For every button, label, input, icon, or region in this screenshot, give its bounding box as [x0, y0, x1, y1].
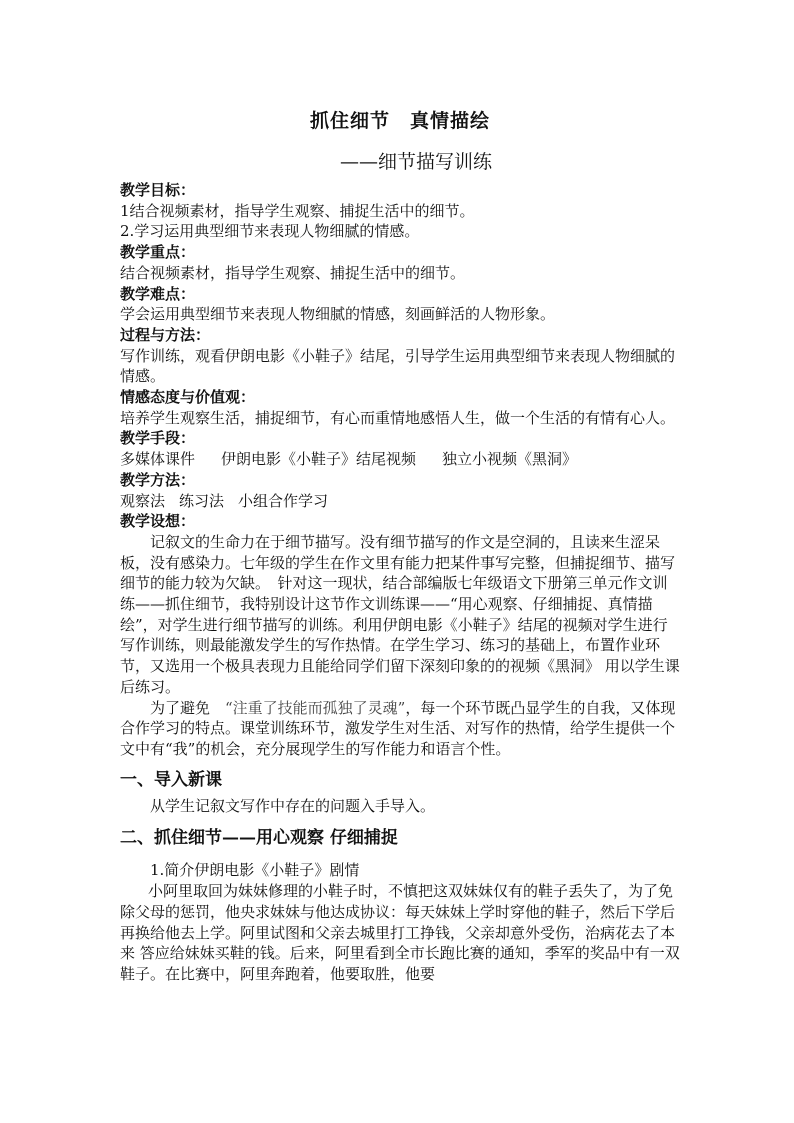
concept-heading: 教学设想： — [120, 512, 196, 531]
section-1-heading: 一、导入新课 — [120, 769, 222, 790]
methods-heading: 教学方法： — [120, 470, 196, 489]
means-item: 独立小视频《黑洞》 — [442, 450, 578, 469]
document-subtitle: ——细节描写训练 — [340, 151, 493, 173]
key-point-heading: 教学重点： — [120, 243, 196, 262]
emotion-text: 培养学生观察生活，捕捉细节，有心而重情地感悟人生，做一个生活的有情有心人。 — [120, 408, 676, 427]
means-heading: 教学手段： — [120, 429, 196, 448]
section-2-story: 小阿里取回为妹妹修理的小鞋子时，不慎把这双妹妹仅有的鞋子丢失了，为了免除父母的惩罚，他央求妹妹与他达成协议：每天妹妹上学时穿他的鞋子，然后下学后再换给他去上学。阿里试图和父亲去城里打工挣钱，父亲却意外受伤，治病花去了本来 答应给妹妹买鞋的钱。后来，阿里看到全市长跑比赛的通知，季军的奖品中有一双鞋子。在比赛中，阿里奔跑着，他要取胜，他要 — [120, 882, 680, 983]
goal-item: 2.学习运用典型细节来表现人物细腻的情感。 — [120, 222, 420, 241]
section-2-heading: 二、抓住细节——用心观察 仔细捕捉 — [120, 828, 398, 849]
document-title: 抓住细节 真情描绘 — [309, 110, 490, 132]
concept-p2-quote: “注重了技能而孤独了灵魂” — [225, 698, 406, 717]
method-item: 小组合作学习 — [238, 491, 329, 510]
means-item: 伊朗电影《小鞋子》结尾视频 — [221, 450, 417, 469]
document-body — [120, 180, 680, 985]
difficulty-text: 学会运用典型细节来表现人物细腻的情感，刻画鲜活的人物形象。 — [120, 305, 556, 324]
section-2-item-1: 1.简介伊朗电影《小鞋子》剧情 — [150, 861, 360, 880]
process-text: 写作训练，观看伊朗电影《小鞋子》结尾，引导学生运用典型细节来表现人物细腻的情感。 — [120, 346, 676, 386]
goal-item: 1结合视频素材，指导学生观察、捕捉生活中的细节。 — [120, 201, 475, 220]
key-point-text: 结合视频素材，指导学生观察、捕捉生活中的细节。 — [120, 263, 466, 282]
concept-paragraph-2 — [120, 698, 680, 760]
process-heading: 过程与方法： — [120, 325, 211, 344]
method-item: 练习法 — [179, 491, 225, 510]
methods-list — [120, 491, 680, 512]
means-item: 多媒体课件 — [120, 450, 196, 469]
difficulty-heading: 教学难点： — [120, 284, 196, 303]
concept-paragraph-1: 记叙文的生命力在于细节描写。没有细节描写的作文是空洞的，且读来生涩呆板，没有感染力。七年级的学生在作文里有能力把某件事写完整，但捕捉细节、描写细节的能力较为欠缺。 针对这一现状，结合部编版七年级语文下册第三单元作文训练——抓住细节，我特别设计这节作文训练课——“用心观察、仔细捕捉、真情描绘”，对学生进行细节描写的训练。利用伊朗电影《小鞋子》结尾的视频对学生进行写作训练，则最能激发学生的写作热情。在学生学习、练习的基础上，布置作业环节，又选用一个极具表现力且能给同学们留下深刻印象的的视频《黑洞》 用以学生课后练习。 — [120, 532, 680, 696]
concept-p2-rest: ，每一个环节既凸显学生的自我，又体现合作学习的特点。课堂训练环节，激发学生对生活、对写作的热情，给学生提供一个文中有“我”的机会，充分展现学生的写作能力和语言个性。 — [120, 698, 676, 758]
concept-p2-lead: 为了避免 — [150, 698, 226, 717]
section-1-text: 从学生记叙文写作中存在的问题入手导入。 — [150, 796, 436, 815]
emotion-heading: 情感态度与价值观： — [120, 388, 256, 407]
method-item: 观察法 — [120, 491, 166, 510]
means-list — [120, 449, 680, 470]
goals-heading: 教学目标： — [120, 181, 196, 199]
